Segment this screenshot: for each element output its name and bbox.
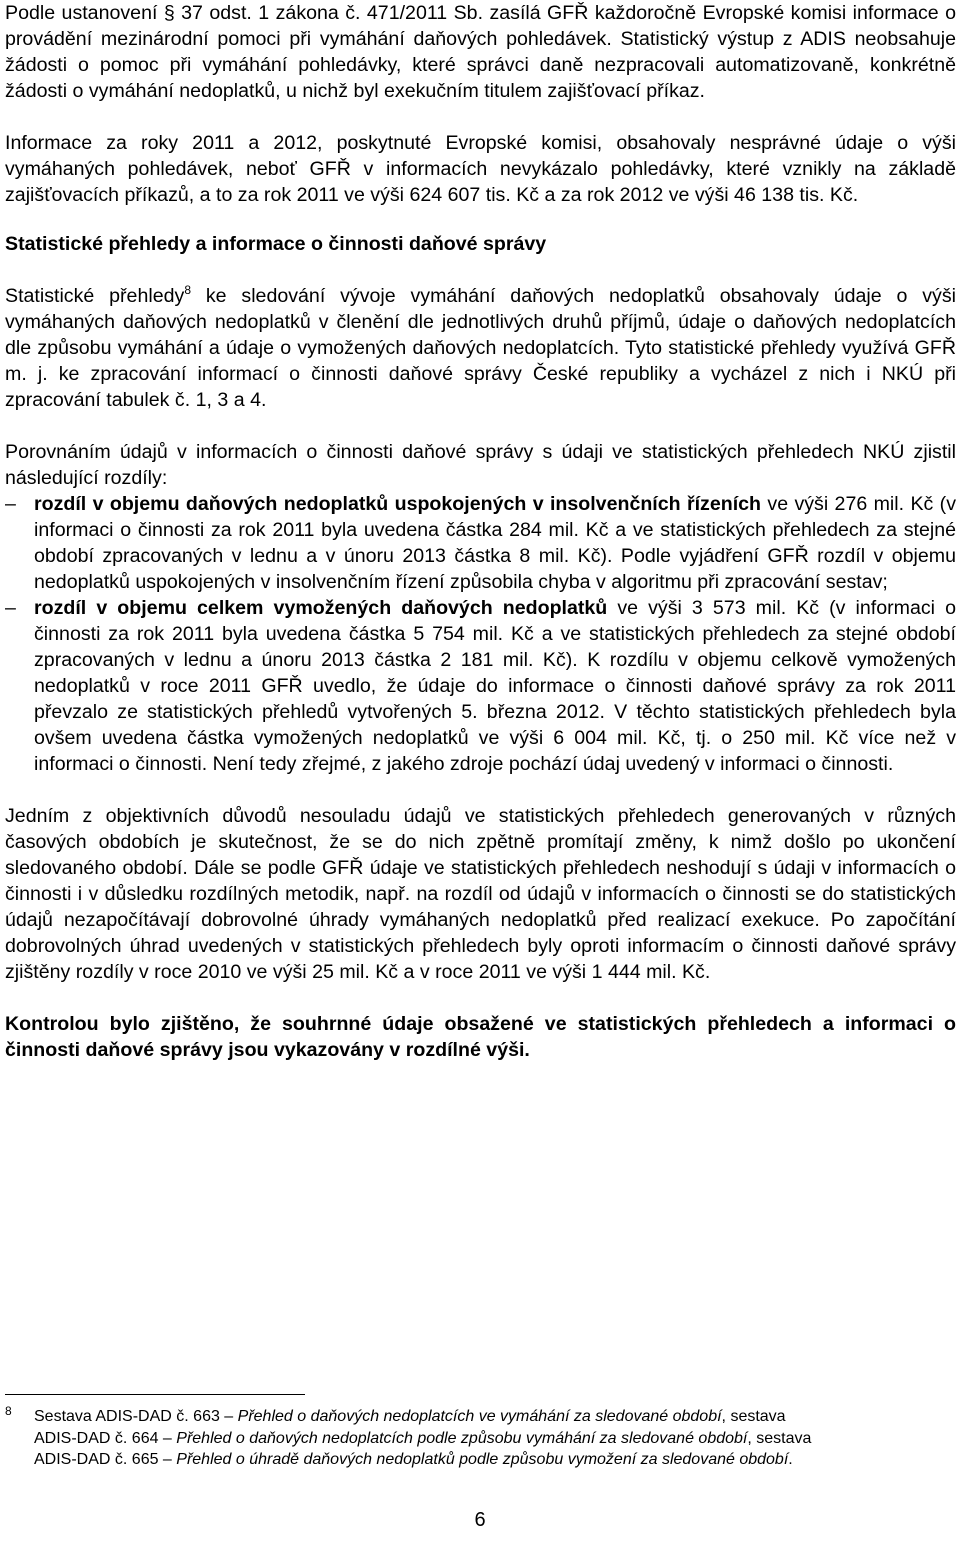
paragraph-european-commission-info: Informace za roky 2011 a 2012, poskytnuté Evropské komisi, obsahovaly nesprávné údaje o výši vymáhaných pohledávek, neboť GFŘ v informacích nevykázalo pohledávky, které vznikly na základě zajišťovacích příkazů, a to za rok 2011 ve výši 624 607 tis. Kč a za rok 2012 ve výši 46 138 tis. Kč.: [5, 132, 956, 206]
list-item: [5, 595, 956, 777]
footnote-item-title: Přehled o daňových nedoplatcích ve vymáhání za sledované období: [237, 1408, 722, 1425]
paragraph-statistical-reports: [5, 283, 956, 413]
footnote-item-prefix: ADIS-DAD č. 665 –: [34, 1451, 177, 1468]
list-item: [5, 491, 956, 595]
footnote-item-prefix: Sestava ADIS-DAD č. 663 –: [34, 1408, 238, 1425]
paragraph-international-assistance: Podle ustanovení § 37 odst. 1 zákona č. 471/2011 Sb. zasílá GFŘ každoročně Evropské komisi informace o provádění mezinárodní pomoci při vymáhání daňových pohledávek. Statistický výstup z ADIS neobsahuje žádosti o pomoc při vymáhání pohledávky, které správci daně nezpracovali automatizovaně, konkrétně žádosti o vymáhání nedoplatků, u nichž byl exekučním titulem zajišťovací příkaz.: [5, 2, 956, 102]
dash-bullet: –: [5, 493, 16, 515]
footnote-item-title: Přehled o úhradě daňových nedoplatků podle způsobu vymožení za sledované období: [176, 1451, 789, 1468]
document-page: [5, 0, 956, 1063]
paragraph-differences-intro: Porovnáním údajů v informacích o činnosti daňové správy s údaji ve statistických přehledech NKÚ zjistil následující rozdíly:: [5, 441, 956, 489]
footnote-item-suffix: .: [788, 1451, 793, 1468]
footnote-separator: [5, 1394, 305, 1395]
footnote-reference: 8: [184, 283, 191, 297]
footnote-number: 8: [5, 1404, 12, 1418]
list-item-text: ve výši 3 573 mil. Kč (v informaci o činnosti za rok 2011 byla uvedena částka 5 754 mil. Kč a ve statistických přehledech za stejné období zpracovaných v lednu a únoru 2013 částka 2 181 mil. Kč). K rozdílu v objemu celkově vymožených nedoplatků v roce 2011 GFŘ uvedlo, že údaje do informace o činnosti daňové správy za rok 2011 převzalo ze statistických přehledů vytvořených 5. března 2012. V těchto statistických přehledech byla ovšem uvedena částka vymožených nedoplatků ve výši 6 004 mil. Kč, tj. o 250 mil. Kč více než v informaci o činnosti. Není tedy zřejmé, z jakého zdroje pochází údaj uvedený v informaci o činnosti.: [34, 597, 956, 775]
paragraph-conclusion: Kontrolou bylo zjištěno, že souhrnné údaje obsažené ve statistických přehledech a informaci o činnosti daňové správy jsou vykazovány v rozdílné výši.: [5, 1013, 956, 1061]
footnote: [5, 1406, 956, 1471]
section-heading: Statistické přehledy a informace o činnosti daňové správy: [5, 233, 547, 255]
footnote-item-suffix: , sestava: [721, 1408, 786, 1425]
footnote-text: [34, 1406, 956, 1471]
p3-text-start: Statistické přehledy: [5, 285, 185, 307]
page-number: 6: [474, 1509, 486, 1531]
list-item-bold: rozdíl v objemu celkem vymožených daňových nedoplatků: [34, 597, 608, 619]
list-item-text: ve výši 276 mil. Kč (v informaci o činnosti za rok 2011 byla uvedena částka 284 mil. Kč a ve statistických přehledech za stejné období zpracovaných v lednu a v únoru 2013 částka 8 mil. Kč). Podle vyjádření GFŘ rozdíl v objemu nedoplatků uspokojených v insolvenčním řízení způsobila chyba v algoritmu při zpracování sestav;: [34, 493, 957, 593]
footnote-item-suffix: , sestava: [747, 1429, 812, 1447]
paragraph-objective-reasons: Jedním z objektivních důvodů nesouladu údajů ve statistických přehledech generovaných v různých časových obdobích je skutečnost, že se do nich zpětně promítají změny, k nimž došlo po ukončení sledovaného období. Dále se podle GFŘ údaje ve statistických přehledech neshodují s údaji v informacích o činnosti i v důsledku rozdílných metodik, např. na rozdíl od údajů v informacích o činnosti se do statistických údajů nezapočítávají dobrovolné úhrady vymáhaných nedoplatků před realizací exekuce. Po započítání dobrovolných úhrad uvedených v statistických přehledech byly oproti informacím o činnosti daňové správy zjištěny rozdíly v roce 2010 ve výši 25 mil. Kč a v roce 2011 ve výši 1 444 mil. Kč.: [5, 805, 956, 983]
dash-bullet: –: [5, 597, 16, 619]
footnote-item-prefix: ADIS-DAD č. 664 –: [34, 1429, 177, 1447]
list-item-bold: rozdíl v objemu daňových nedoplatků uspokojených v insolvenčních řízeních: [34, 493, 762, 515]
differences-list: [5, 491, 956, 777]
footnote-item-title: Přehled o daňových nedoplatcích podle způsobu vymáhání za sledované období: [176, 1429, 748, 1447]
p3-text-rest: ke sledování vývoje vymáhání daňových nedoplatků obsahovaly údaje o výši vymáhaných daňových nedoplatků v členění dle jednotlivých druhů příjmů, údaje o daňových nedoplatcích dle způsobu vymáhání a údaje o vymožených daňových nedoplatcích. Tyto statistické přehledy využívá GFŘ m. j. ke zpracování informací o činnosti daňové správy České republiky a vycházel z nich i NKÚ při zpracování tabulek č. 1, 3 a 4.: [5, 285, 957, 411]
